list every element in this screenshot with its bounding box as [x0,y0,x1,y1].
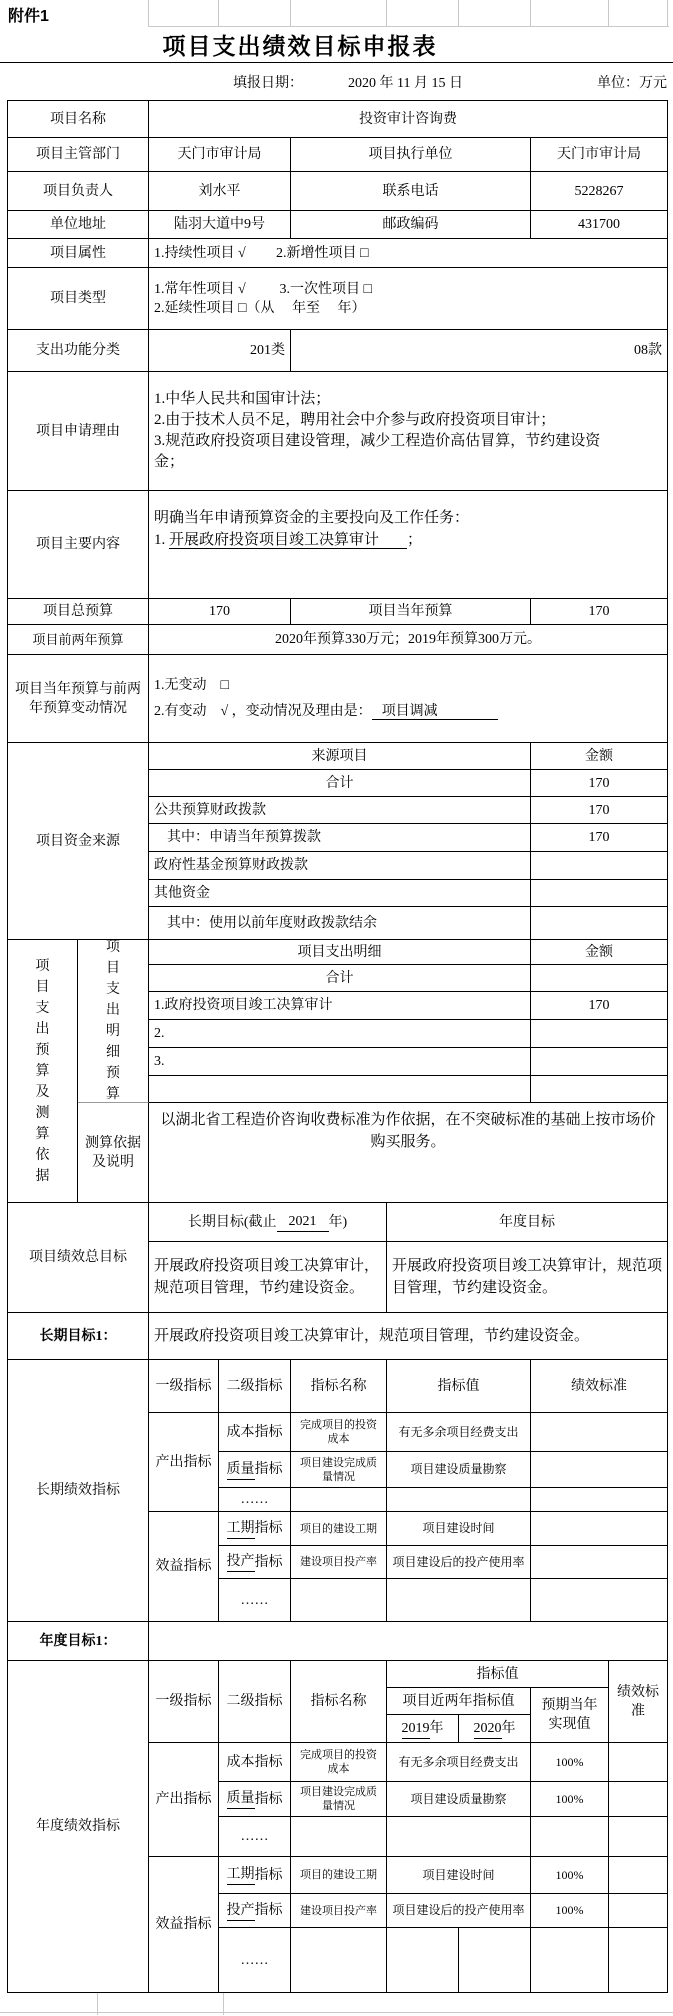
funding-section [8,743,667,940]
lt-header-level2: 二级指标 [219,1360,291,1413]
type-option-2: 2.延续性项目 □（从 年至 年） [154,300,366,316]
manager-value: 刘水平 [149,172,291,211]
l2-rest: …… [240,1492,269,1507]
row-project-name [8,101,667,138]
an-value-cell: 项目建设后的投产使用率 [387,1894,531,1928]
l2-rest: …… [240,1592,269,1608]
an-header-expect: 预期当年实现值 [531,1688,609,1743]
dept-value: 天门市审计局 [149,138,291,172]
l2-rest: 指标 [254,1867,283,1883]
type-option-3: 3.一次性项目 □ [279,281,372,297]
total-budget-label: 项目总预算 [8,599,149,625]
change-line-2 [154,699,498,725]
expense-row-amount [531,1048,667,1076]
l2-rest: …… [240,1829,269,1844]
lt-name-cell: 建设项目投产率 [291,1546,387,1579]
an-std-cell [609,1894,667,1928]
type-option-1: 1.常年性项目 √ [154,281,246,297]
expense-row-amount [531,1020,667,1048]
lt-l2-cell [219,1488,291,1512]
main-item-prefix: 1. [154,532,169,548]
row-function-class [8,330,667,372]
funding-row-amount: 170 [531,797,667,824]
page-title: 项目支出绩效目标申报表 [162,33,438,59]
an-expect-cell: 100% [531,1743,609,1782]
budget-change-text [149,655,667,743]
funding-row-amount: 170 [531,824,667,852]
attribute-option-1: 1.持续性项目 √ [154,245,246,261]
funding-row-item: 合计 [149,770,531,797]
longterm-header-pre: 长期目标(截止 [187,1214,277,1230]
an-value-cell [387,1817,531,1857]
phone-value: 5228267 [531,172,667,211]
main-content-text [149,491,667,599]
attribute-label: 项目属性 [8,239,149,268]
an-header-level2: 二级指标 [219,1661,291,1743]
lt-std-cell [531,1546,667,1579]
an-std-cell [609,1857,667,1894]
lt-l2-cell [219,1546,291,1579]
an-header-level1: 一级指标 [149,1661,219,1743]
grid-line [386,0,387,27]
date-label: 填报日期： [233,75,303,91]
expense-row-item: 合计 [149,965,531,992]
an-l2-cell [219,1857,291,1894]
an-std-cell [609,1782,667,1817]
l2-rest: …… [240,1952,269,1968]
row-annual-goal1 [8,1622,667,1661]
longterm-goal-header [149,1203,387,1242]
expense-row-item: 1.政府投资项目竣工决算审计 [149,992,531,1020]
an-l2-cell [219,1743,291,1782]
an-std-cell [609,1817,667,1857]
funding-row-amount [531,880,667,907]
year-underlined: 2019 [402,1719,430,1739]
lt-value-cell: 项目建设后的投产使用率 [387,1546,531,1579]
longterm-indicator-section [8,1360,667,1622]
lt-value-cell [387,1579,531,1622]
funding-row-amount [531,852,667,880]
postcode-label: 邮政编码 [291,211,531,239]
apply-reason-label: 项目申请理由 [8,372,149,491]
an-header-value: 指标值 [387,1661,609,1688]
longterm-header-post: 年) [328,1214,348,1230]
funding-header-amount: 金额 [531,743,667,770]
grid-line [218,0,219,27]
sheet-top-strip [0,0,673,27]
lt-std-cell [531,1413,667,1452]
an-expect-cell [531,1928,609,1993]
prev-budget-label: 项目前两年预算 [8,625,149,655]
lt-name-cell: 完成项目的投资成本 [291,1413,387,1452]
reason-line-1: 1.中华人民共和国审计法； [154,391,331,407]
an-name-cell: 建设项目投产率 [291,1894,387,1928]
an-header-recent: 项目近两年指标值 [387,1688,531,1715]
change-line-1: 1.无变动 □ [154,677,229,693]
l2-underlined: 工期 [227,1519,255,1539]
an-std-cell [609,1743,667,1782]
expense-row-amount [531,965,667,992]
year-rest: 年 [429,1721,444,1736]
an-l2-cell [219,1894,291,1928]
grid-line [148,0,149,27]
lt-header-value: 指标值 [387,1360,531,1413]
an-l2-cell [219,1928,291,1993]
main-content-label: 项目主要内容 [8,491,149,599]
row-dept [8,138,667,172]
l2-rest: 指标 [254,1791,283,1807]
longterm-goal1-text: 开展政府投资项目竣工决算审计，规范项目管理，节约建设资金。 [149,1313,667,1360]
an-value-2020-cell [459,1928,531,1993]
l2-underlined: 质量 [227,1460,255,1480]
lt-value-cell: 项目建设时间 [387,1512,531,1546]
project-name-label: 项目名称 [8,101,149,138]
address-label: 单位地址 [8,211,149,239]
exec-unit-value: 天门市审计局 [531,138,667,172]
an-l2-cell [219,1817,291,1857]
annual-goal1-label: 年度目标1： [8,1622,149,1661]
phone-label: 联系电话 [291,172,531,211]
annual-goal1-text [149,1622,667,1661]
attribute-options [149,239,667,268]
dept-label: 项目主管部门 [8,138,149,172]
lt-header-std: 绩效标准 [531,1360,667,1413]
longterm-indicator-label: 长期绩效指标 [8,1360,149,1622]
row-type [8,268,667,330]
row-total-budget [8,599,667,625]
funding-row-item: 政府性基金预算财政拨款 [149,852,531,880]
an-value-cell: 有无多余项目经费支出 [387,1743,531,1782]
reason-line-3: 3.规范政府投资项目建设管理，减少工程造价高估冒算，节约建设资金； [154,433,601,470]
basis-text: 以湖北省工程造价咨询收费标准为作依据，在不突破标准的基础上按市场价购买服务。 [149,1103,667,1203]
l2-rest: 指标 [254,1521,283,1536]
unit-label: 单位：万元 [597,75,667,91]
form-table [7,100,668,1993]
project-name-value: 投资审计咨询费 [149,101,667,138]
grid-line [458,0,459,27]
type-label: 项目类型 [8,268,149,330]
l2-rest: 指标 [254,1554,283,1570]
funding-row-amount: 170 [531,770,667,797]
expense-section [8,940,667,1203]
funding-row-item: 其中：申请当年预算拨款 [149,824,531,852]
an-group-benefit: 效益指标 [149,1857,219,1993]
total-budget-value: 170 [149,599,291,625]
basis-label: 测算依据及说明 [78,1103,149,1203]
lt-value-cell: 项目建设质量勘察 [387,1452,531,1488]
annual-goal-text: 开展政府投资项目竣工决算审计，规范项目管理，节约建设资金。 [387,1242,667,1313]
longterm-year-underlined: 2021 [277,1212,329,1232]
an-std-cell [609,1928,667,1993]
year-budget-value: 170 [531,599,667,625]
lt-name-cell: 项目建设完成质量情况 [291,1452,387,1488]
expense-row-item [149,1076,531,1103]
lt-std-cell [531,1488,667,1512]
overall-goal-section [8,1203,667,1313]
row-address [8,211,667,239]
l2-underlined: 投产 [227,1552,255,1572]
main-content-line-2 [154,529,422,551]
expense-detail-label-text: 项目支出明细预算 [106,940,120,1102]
lt-name-cell [291,1488,387,1512]
attachment-label: 附件1 [8,8,49,25]
an-expect-cell: 100% [531,1894,609,1928]
main-item-suffix: ； [407,532,423,548]
lt-header-name: 指标名称 [291,1360,387,1413]
funding-row-item: 公共预算财政拨款 [149,797,531,824]
funding-row-item: 其他资金 [149,880,531,907]
postcode-value: 431700 [531,211,667,239]
year-rest: 年 [501,1721,516,1736]
lt-l2-cell [219,1413,291,1452]
function-class-label: 支出功能分类 [8,330,149,372]
an-header-2020 [459,1715,531,1743]
an-expect-cell [531,1817,609,1857]
funding-label: 项目资金来源 [8,743,149,940]
budget-change-label: 项目当年预算与前两年预算变动情况 [8,655,149,743]
lt-value-cell [387,1488,531,1512]
annual-indicator-section [8,1661,667,1993]
an-header-2019 [387,1715,459,1743]
lt-group-output: 产出指标 [149,1413,219,1512]
l2-rest: 成本指标 [226,1424,283,1440]
exec-unit-label: 项目执行单位 [291,138,531,172]
year-budget-label: 项目当年预算 [291,599,531,625]
expense-header-amount: 金额 [531,940,667,965]
l2-rest: 成本指标 [226,1754,283,1770]
an-value-2019-cell [387,1928,459,1993]
lt-value-cell: 有无多余项目经费支出 [387,1413,531,1452]
row-budget-change [8,655,667,743]
lt-name-cell [291,1579,387,1622]
row-apply-reason [8,372,667,491]
expense-row-item: 3. [149,1048,531,1076]
row-prev-budget [8,625,667,655]
date-value: 2020 年 11 月 15 日 [348,75,463,91]
lt-l2-cell [219,1579,291,1622]
row-main-content [8,491,667,599]
row-attribute [8,239,667,268]
lt-l2-cell [219,1452,291,1488]
sheet-bottom-strip [0,1993,673,2015]
date-line [0,62,673,100]
attribute-option-2: 2.新增性项目 □ [276,245,369,261]
expense-detail-label [78,940,149,1103]
change-line-2-prefix: 2.有变动 √ ，变动情况及理由是： [154,703,372,719]
grid-line [667,0,668,27]
an-expect-cell: 100% [531,1782,609,1817]
l2-underlined: 质量 [227,1789,255,1809]
an-header-name: 指标名称 [291,1661,387,1743]
an-name-cell [291,1928,387,1993]
funding-header-item: 来源项目 [149,743,531,770]
expense-outer-label [8,940,78,1203]
longterm-goal-text: 开展政府投资项目竣工决算审计，规范项目管理，节约建设资金。 [149,1242,387,1313]
an-header-std: 绩效标准 [609,1661,667,1743]
an-l2-cell [219,1782,291,1817]
an-name-cell: 项目建设完成质量情况 [291,1782,387,1817]
l2-rest: 指标 [254,1903,283,1918]
lt-l2-cell [219,1512,291,1546]
l2-underlined: 投产 [227,1901,255,1921]
prev-budget-value: 2020年预算330万元；2019年预算300万元。 [149,625,667,655]
grid-line [530,0,531,27]
an-name-cell [291,1817,387,1857]
change-reason-underlined: 项目调减 [372,704,498,720]
funding-row-item: 其中：使用以前年度财政拨款结余 [149,907,531,940]
an-value-cell: 项目建设质量勘察 [387,1782,531,1817]
expense-header-item: 项目支出明细 [149,940,531,965]
annual-indicator-label: 年度绩效指标 [8,1661,149,1993]
row-longterm-goal1 [8,1313,667,1360]
overall-goal-label: 项目绩效总目标 [8,1203,149,1313]
lt-group-benefit: 效益指标 [149,1512,219,1622]
l2-underlined: 工期 [227,1865,255,1885]
manager-label: 项目负责人 [8,172,149,211]
apply-reason-text [149,372,667,491]
lt-std-cell [531,1452,667,1488]
type-options [149,268,667,330]
lt-header-level1: 一级指标 [149,1360,219,1413]
lt-name-cell: 项目的建设工期 [291,1512,387,1546]
lt-std-cell [531,1512,667,1546]
address-value: 陆羽大道中9号 [149,211,291,239]
grid-line [290,0,291,27]
lt-std-cell [531,1579,667,1622]
l2-rest: 指标 [254,1462,283,1477]
longterm-goal1-label: 长期目标1： [8,1313,149,1360]
grid-line [0,2012,673,2013]
expense-row-amount [531,1076,667,1103]
annual-goal-header: 年度目标 [387,1203,667,1242]
grid-line [608,0,609,27]
an-expect-cell: 100% [531,1857,609,1894]
reason-line-2: 2.由于技术人员不足，聘用社会中介参与政府投资项目审计； [154,412,556,428]
row-manager [8,172,667,211]
an-group-output: 产出指标 [149,1743,219,1857]
expense-row-amount: 170 [531,992,667,1020]
main-item-underlined: 开展政府投资项目竣工决算审计 [169,532,407,549]
main-content-line-1: 明确当年申请预算资金的主要投向及工作任务： [154,510,470,526]
an-value-cell: 项目建设时间 [387,1857,531,1894]
function-class-value: 201类 [149,330,291,372]
year-underlined: 2020 [474,1719,502,1739]
expense-row-item: 2. [149,1020,531,1048]
funding-row-amount [531,907,667,940]
an-name-cell: 完成项目的投资成本 [291,1743,387,1782]
expense-outer-label-text: 项目支出预算及测算依据 [35,958,50,1184]
grid-line [148,26,669,27]
function-item-value: 08款 [291,330,667,372]
an-name-cell: 项目的建设工期 [291,1857,387,1894]
